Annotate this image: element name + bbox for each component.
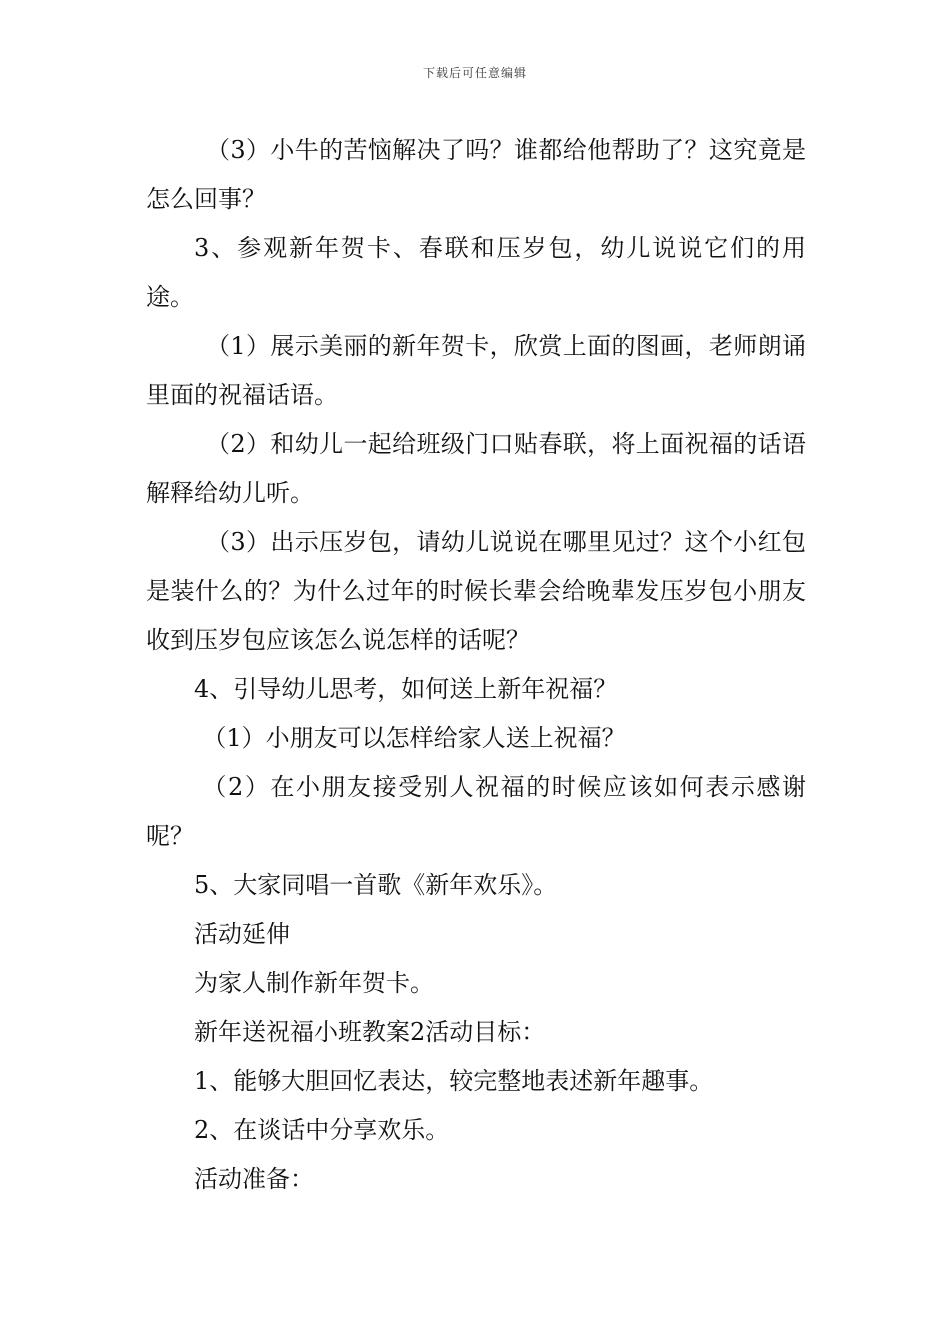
paragraph: （2）在小朋友接受别人祝福的时候应该如何表示感谢呢？ (146, 773, 806, 850)
paragraph: 为家人制作新年贺卡。 (194, 969, 434, 997)
section-heading: 活动准备： (194, 1165, 314, 1193)
paragraph: 2、在谈话中分享欢乐。 (194, 1116, 450, 1144)
paragraph: （1）展示美丽的新年贺卡，欣赏上面的图画，老师朗诵里面的祝福话语。 (146, 332, 806, 409)
paragraph: 1、能够大胆回忆表达，较完整地表述新年趣事。 (194, 1067, 714, 1095)
paragraph: 4、引导幼儿思考，如何送上新年祝福？ (194, 675, 618, 703)
paragraph: （3）出示压岁包，请幼儿说说在哪里见过？这个小红包是装什么的？为什么过年的时候长辈会给晚辈发压岁包小朋友收到压岁包应该怎么说怎样的话呢？ (146, 528, 806, 654)
paragraph: （2）和幼儿一起给班级门口贴春联，将上面祝福的话语解释给幼儿听。 (146, 430, 806, 507)
paragraph: 3、参观新年贺卡、春联和压岁包，幼儿说说它们的用途。 (146, 234, 806, 311)
paragraph: （3）小牛的苦恼解决了吗？谁都给他帮助了？这究竟是怎么回事？ (146, 136, 806, 213)
section-heading: 新年送祝福小班教案2活动目标： (194, 1018, 546, 1046)
page-header: 下载后可任意编辑 (422, 66, 527, 80)
paragraph: （1）小朋友可以怎样给家人送上祝福？ (202, 724, 626, 752)
paragraph: 5、大家同唱一首歌《新年欢乐》。 (194, 871, 558, 899)
section-heading: 活动延伸 (194, 920, 290, 948)
document-body (146, 126, 806, 1204)
